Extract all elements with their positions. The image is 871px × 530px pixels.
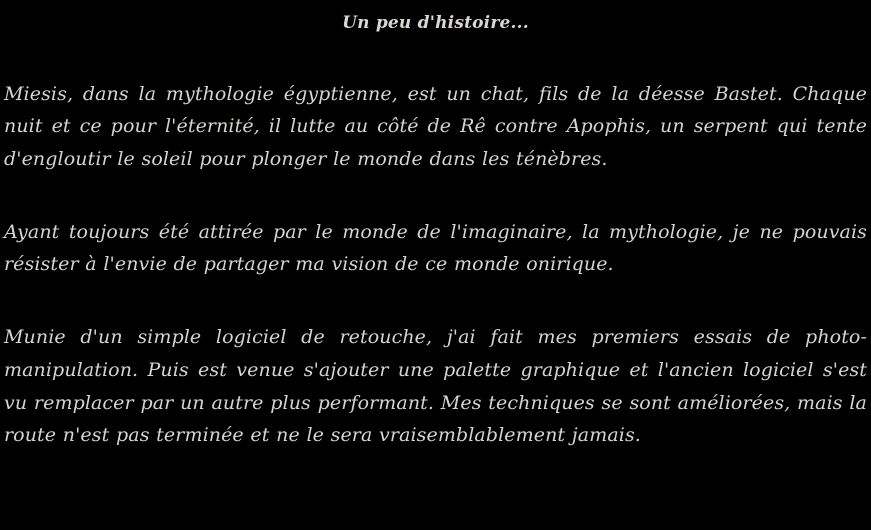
paragraph-technique: Munie d'un simple logiciel de retouche, j'ai fait mes premiers essais de photo-manipulation. Puis est venue s'ajouter une palette graphique et l'ancien logiciel s'est vu remplacer par un autre plus performant. Mes techniques se sont améliorées, mais la route n'est pas terminée et ne le sera vraisemblablement jamais. (4, 326, 867, 447)
page-title: Un peu d'histoire... (342, 13, 529, 33)
paragraph-inspiration: Ayant toujours été attirée par le monde de l'imaginaire, la mythologie, je ne pouvais résister à l'envie de partager ma vision de ce monde onirique. (4, 220, 867, 276)
paragraph-history: Miesis, dans la mythologie égyptienne, est un chat, fils de la déesse Bastet. Chaque nuit et ce pour l'éternité, il lutte au côté de Rê contre Apophis, un serpent qui tente d'engloutir le soleil pour plonger le monde dans les ténèbres. (4, 82, 867, 171)
